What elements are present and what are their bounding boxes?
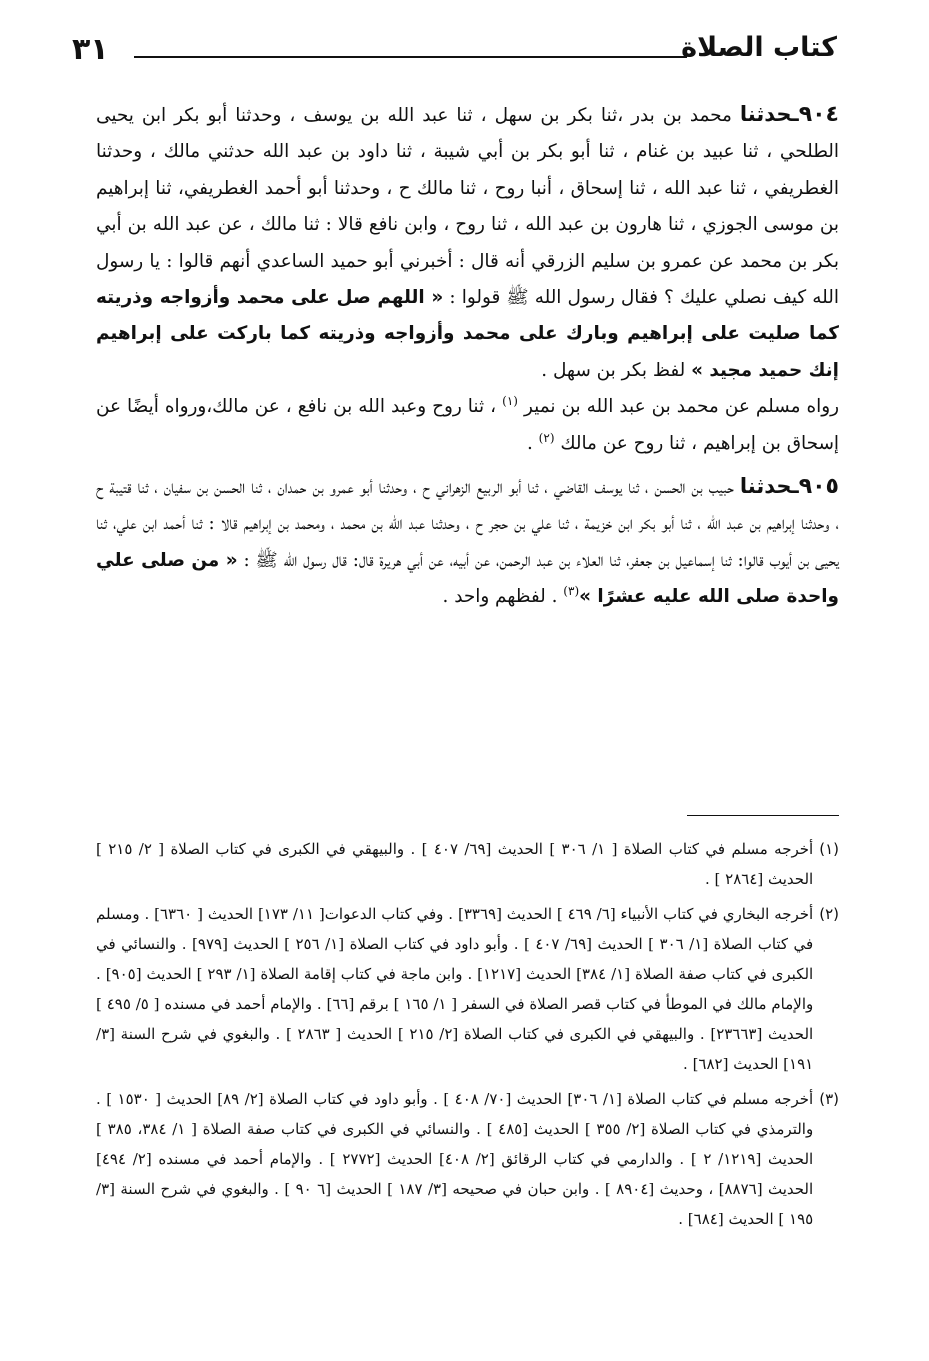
header-rule	[134, 56, 687, 58]
hadith-heading: ـحدثنا	[739, 474, 799, 499]
matn-text: « اللهم صل على محمد وأزواجه وذريته كما صليت على إبراهيم وبارك على محمد وأزواجه وذريته كما باركت على إبراهيم إنك حميد مجيد »	[96, 287, 839, 381]
footnote-mark: (١)	[819, 840, 839, 858]
main-text	[96, 96, 839, 624]
footnote-text: أخرجه البخاري في كتاب الأنبياء [٦/ ٤٦٩ ] الحديث [٣٣٦٩] . وفي كتاب الدعوات[ ١١/ ١٧٣] الحديث [ ٦٣٦٠] . ومسلم في كتاب الصلاة [١/ ٣٠٦ ] الحديث [٦٩/ ٤٠٧ ] . وأبو داود في كتاب الصلاة [١/ ٢٥٦ ] الحديث [٩٧٩] . والنسائي في الكبرى في كتاب صفة الصلاة [١/ ٣٨٤] الحديث [١٢١٧] . وابن ماجة في كتاب إقامة الصلاة [١/ ٢٩٣ ] الحديث [٩٠٥] . والإمام مالك في الموطأ في كتاب قصر الصلاة في السفر [ ١/ ١٦٥ ] برقم [٦٦] . والإمام أحمد في مسنده [ ٥/ ٤٩٥ ] الحديث [٢٣٦٦٣] . والبيهقي في الكبرى في كتاب الصلاة [٢/ ٢١٥ ] الحديث [ ٢٨٦٣ ] . والبغوي في شرح السنة [٣/ ١٩١] الحديث [٦٨٢] .	[96, 905, 814, 1073]
book-title: كتاب الصلاة	[681, 32, 837, 63]
page-header	[72, 30, 837, 76]
riwaya-text-2: ، ثنا روح وعبد الله بن نافع ، عن مالك،ورواه أيضًا عن إسحاق بن إبراهيم ، ثنا روح عن مالك	[96, 396, 839, 454]
page-number: ٣١	[72, 32, 109, 67]
footnote-3	[96, 1084, 839, 1234]
hadith-heading: ـحدثنا	[739, 102, 799, 126]
matn-text: « من صلى علي واحدة صلى الله عليه عشرًا »	[96, 549, 839, 608]
footnote-ref-2: (٢)	[538, 430, 555, 445]
footnote-ref-1: (١)	[502, 394, 518, 409]
footnote-2	[96, 899, 839, 1079]
footnote-text: أخرجه مسلم في كتاب الصلاة [ ١/ ٣٠٦ ] الحديث [٦٩/ ٤٠٧ ] . والبيهقي في الكبرى في كتاب الصلاة [ ٢/ ٢١٥ ] الحديث [٢٨٦٤ ] .	[96, 840, 814, 888]
footnote-mark: (٣)	[819, 1090, 839, 1108]
riwaya-paragraph	[96, 389, 839, 462]
hadith-904	[96, 96, 839, 389]
isnad-text: حبيب بن الحسن ، ثنا يوسف القاضي ، ثنا أبو الربيع الزهراني ح ، وحدثنا أبو عمرو بن حمدان ، ثنا الحسن بن سفيان ، ثنا قتيبة ح ، وحدثنا إبراهيم بن عبد الله ، ثنا أبو بكر ابن خزيمة ، ثنا علي بن حجر ح ، وحدثنا عبد الله بن محمد ، ومحمد بن إبراهيم قالا : ثنا أحمد ابن علي، ثنا يحيى بن أيوب قالوا: ثنا إسماعيل بن جعفر، ثنا العلاء بن عبد الرحمن، عن أبيه، عن أبي هريرة قال: قال رسول الله ﷺ :	[96, 477, 839, 571]
footnote-text: أخرجه مسلم في كتاب الصلاة [١/ ٣٠٦] الحديث [٧٠/ ٤٠٨ ] . وأبو داود في كتاب الصلاة [٢/ ٨٩] الحديث [ ١٥٣٠ ] . والترمذي في كتاب الصلاة [٢/ ٣٥٥ ] الحديث [٤٨٥ ] . والنسائي في الكبرى في كتاب صفة الصلاة [ ١/ ٣٨٤، ٣٨٥ ] الحديث [١٢١٩/ ٢ ] . والدارمي في كتاب الرقائق [٢/ ٤٠٨] الحديث [٢٧٧٢ ] . والإمام أحمد في مسنده [٢/ ٤٩٤] الحديث [٨٨٧٦] ، وحديث [٨٩٠٤ ] . وابن حبان في صحيحه [٣/ ١٨٧ ] الحديث [٦ ٩٠ ] . والبغوي في شرح السنة [٣/ ١٩٥ ] الحديث [٦٨٤] .	[96, 1090, 814, 1228]
closing-text: لفظ بكر بن سهل .	[541, 359, 692, 381]
footnote-mark: (٢)	[819, 905, 839, 923]
closing-text: . لفظهم واحد .	[442, 586, 564, 608]
footnote-rule	[687, 815, 839, 816]
footnote-1	[96, 834, 839, 894]
riwaya-text-1: رواه مسلم عن محمد بن عبد الله بن نمير	[517, 396, 839, 418]
footnote-ref-3: (٣)	[563, 584, 580, 599]
footnotes	[96, 834, 839, 1239]
riwaya-text-3: .	[526, 432, 539, 454]
hadith-number: ٩٠٤	[798, 102, 839, 127]
hadith-905	[96, 468, 839, 616]
isnad-text: محمد بن بدر ،ثنا بكر بن سهل ، ثنا عبد الله بن يوسف ، وحدثنا أبو بكر ابن يحيى الطلحي ، ثنا عبيد بن غنام ، ثنا أبو بكر بن أبي شيبة ، ثنا داود بن عبد الله حدثني مالك ، وحدثنا الغطريفي ، ثنا عبد الله ، ثنا إسحاق ، أنبا روح ، ثنا مالك ح ، وحدثنا أبو أحمد الغطريفي، ثنا إبراهيم بن موسى الجوزي ، ثنا هارون بن عبد الله ، ثنا روح ، وابن نافع قالا : ثنا مالك ، عن عبد الله بن أبي بكر بن محمد عن عمرو بن سليم الزرقي أنه قال : أخبرني أبو حميد الساعدي أنهم قالوا : يا رسول الله كيف نصلي عليك ؟ فقال رسول الله ﷺ قولوا :	[96, 105, 839, 309]
hadith-number: ٩٠٥	[798, 474, 839, 500]
